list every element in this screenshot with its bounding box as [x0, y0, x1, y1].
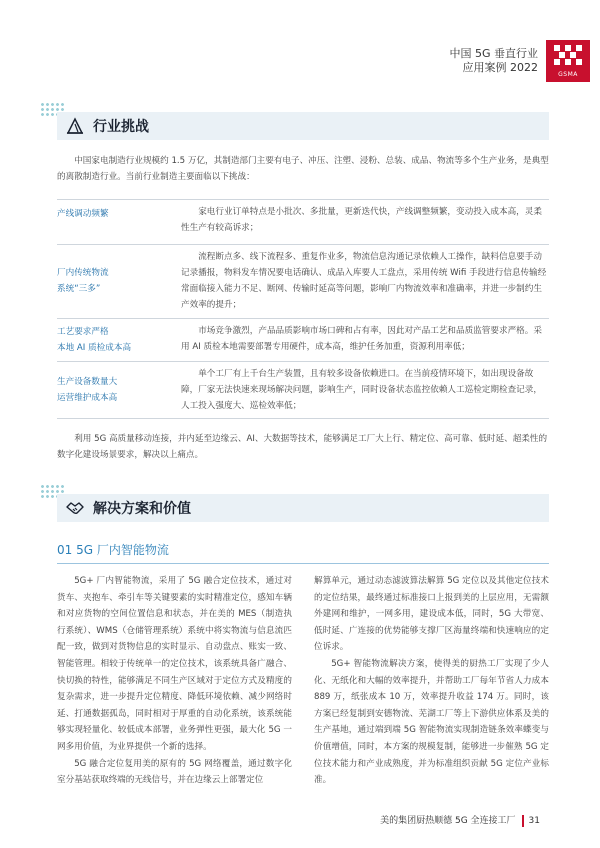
challenge-label — [57, 206, 177, 222]
header-line2: 应用案例 2022 — [462, 61, 538, 74]
subsection-title: 01 5G 厂内智能物流 — [57, 543, 169, 557]
body-paragraph: 5G+ 厂内智能物流，采用了 5G 融合定位技术，通过对货车、夹抱车、牵引车等关键要素的实时精准定位，感知车辆和对应货物的空间位置信息和状态，并在美的 MES（制造执行系统）、WMS（仓储管理系统）系统中将实物流与信息流匹配一致，做到对货物信息的实时显示、自动盘点、账实一致、智能管理。相较于传统单一的定位技术，该系统具备广融合、快切换的特性，能够满足不同生产区域对于定位方式及精度的复杂需求，进一步提升定位精度、降低环境依赖、减少网络时延、打通数据孤岛，同时相对于厚重的自动化系统，该系统能够实现轻量化、较低成本部署，业务弹性更强，最大化 5G 一网多用价值，为业界提供一个新的选择。 — [57, 576, 292, 752]
body-paragraph: 5G 融合定位复用美的原有的 5G 网络覆盖，通过数字化室分基站获取终端的无线信号，并在边缘云上部署定位 — [57, 758, 292, 786]
challenge-label-line: 厂内传统物流 — [57, 268, 109, 278]
left-column — [57, 573, 292, 789]
section-heading-solutions — [57, 494, 549, 522]
closing-paragraph: 利用 5G 高质量移动连接，并内延至边缘云、AI、大数据等技术，能够满足工厂大上行、精定位、高可靠、低时延、超柔性的数字化建设场景要求，解决以上痛点。 — [57, 434, 548, 460]
challenge-desc: 市场竞争激烈，产品品质影响市场口碑和占有率，因此对产品工艺和品质监管要求严格。采用 AI 质检本地需要部署专用硬件，成本高，维护任务加重，资源利用率低； — [181, 326, 542, 352]
challenge-label — [57, 324, 177, 356]
page-number: 31 — [528, 816, 540, 826]
intro-paragraph: 中国家电制造行业规模约 1.5 万亿，其制造部门主要有电子、冲压、注塑、浸粉、总装、成品、物流等多个生产业务，是典型的离散制造行业。当前行业制造主要面临以下挑战： — [57, 156, 549, 182]
handshake-icon — [65, 498, 85, 518]
header-title — [449, 47, 538, 75]
challenge-row — [57, 199, 549, 244]
logo-text: GSMA — [558, 71, 578, 78]
challenge-label-line: 生产设备数量大 — [57, 377, 118, 387]
challenge-desc: 单个工厂有上千台生产装置，且有较多设备依赖进口。在当前疫情环境下，如出现设备故障，厂家无法快速来现场解决问题，影响生产，同时设备状态监控依赖人工巡检定期检查记录，人工投入强度大、巡检效率低； — [181, 369, 542, 411]
header-line1: 中国 5G 垂直行业 — [449, 47, 538, 60]
challenge-label-line: 本地 AI 质检成本高 — [57, 343, 132, 353]
page-footer — [380, 813, 540, 827]
section-title: 解决方案和价值 — [93, 501, 191, 517]
gsma-logo — [546, 40, 590, 82]
challenge-label-line: 产线调动频繁 — [57, 209, 109, 219]
section-title: 行业挑战 — [93, 119, 149, 135]
section-heading-challenges — [57, 112, 549, 140]
body-paragraph: 解算单元，通过动态滤波算法解算 5G 定位以及其他定位技术的定位结果，最终通过标准接口上报到美的上层应用，无需额外建网和维护，一网多用，建设成本低，同时，5G 大带宽、低时延、广连接的优势能够支撑厂区海量终端和快速响应的定位诉求。 — [314, 576, 549, 653]
challenge-table — [57, 199, 549, 419]
right-column — [314, 573, 549, 789]
footer-divider — [522, 815, 524, 827]
body-paragraph: 5G+ 智能物流解决方案，使得美的厨热工厂实现了少人化、无纸化和大幅的效率提升，并帮助工厂每年节省人力成本 889 万，纸张成本 10 万，效率提升收益 174 万。同时，该方案已经复制到安德物流、芜湖工厂等上下游供应体系及美的生产基地，通过端到端 5G 智能物流实现制造链条效率蝶变与价值增值，同时，本方案的规模复制，能够进一步催熟 5G 定位技术能力和产业成熟度，并为标准组织贡献 5G 定位产业标准。 — [314, 658, 549, 786]
challenge-label-line: 运营维护成本高 — [57, 393, 118, 403]
gsma-logo-mark — [554, 45, 582, 65]
challenge-label-line: 系统“三多” — [57, 284, 101, 294]
subsection-divider — [57, 563, 549, 564]
challenge-row — [57, 318, 549, 361]
page-header — [449, 40, 590, 82]
triangle-warning-icon — [65, 116, 85, 136]
challenge-desc: 家电行业订单特点是小批次、多批量，更新迭代快，产线调整频繁，变动投入成本高，灵柔性生产有较高诉求； — [181, 207, 542, 233]
challenge-label-line: 工艺要求严格 — [57, 327, 109, 337]
challenge-row — [57, 244, 549, 318]
challenge-desc: 流程断点多、线下流程多、重复作业多，物流信息沟通记录依赖人工操作，缺料信息要手动记录播报，物料发车情况要电话确认、成品入库要人工盘点，采用传统 Wifi 手段进行信息传输经常面临接入能力不足、断网、传输时延高等问题，影响厂内物流效率和准确率，并进一步制约生产效率的提升； — [181, 252, 547, 310]
footer-title: 美的集团厨热顺德 5G 全连接工厂 — [380, 816, 516, 826]
challenge-row — [57, 361, 549, 419]
challenge-label — [57, 265, 177, 297]
challenge-label — [57, 374, 177, 406]
